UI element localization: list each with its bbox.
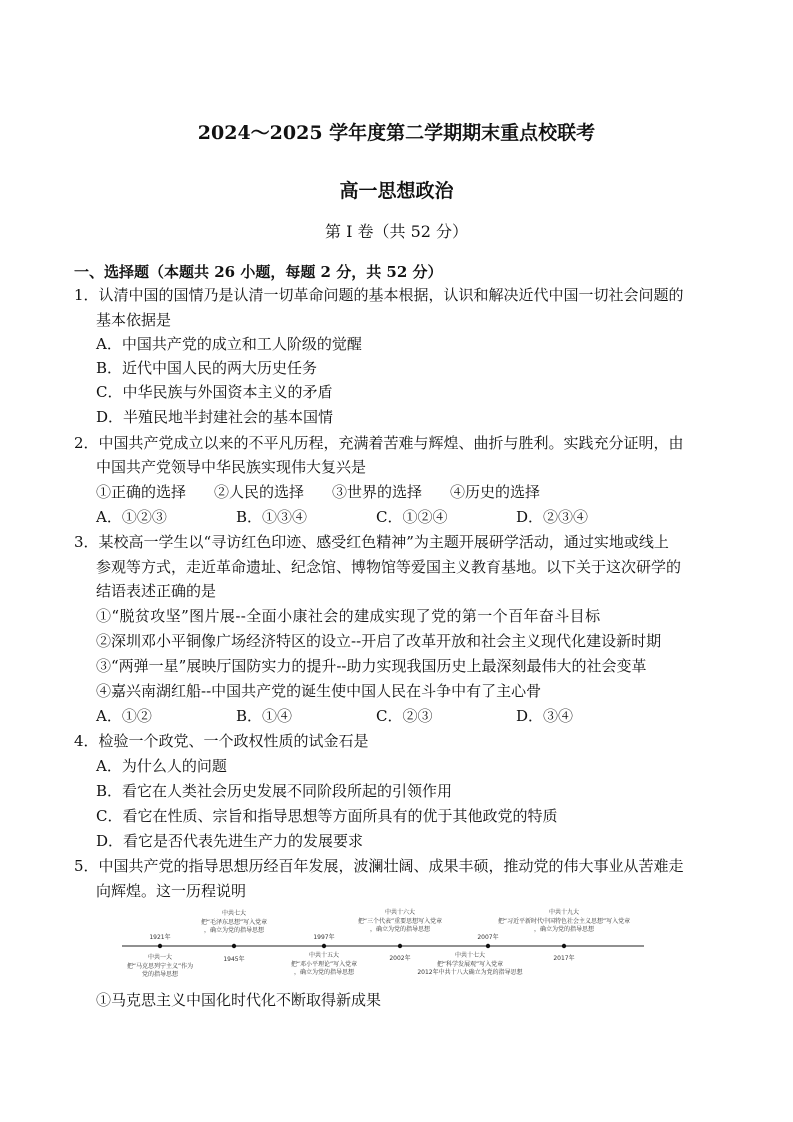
q1-option-d: D．半殖民地半封建社会的基本国情 xyxy=(96,408,334,426)
timeline-2017-title: 中共十九大 xyxy=(548,909,580,916)
timeline-dot-1945 xyxy=(232,944,236,948)
q3-options xyxy=(96,706,656,726)
q4-option-c: C．看它在性质、宗旨和指导思想等方面所具有的优于其他政党的特质 xyxy=(96,807,558,825)
timeline-2017-text2: ，确立为党的指导思想 xyxy=(533,926,595,933)
q1-stem-line1: 1．认清中国的国情乃是认清一切革命问题的基本根据，认识和解决近代中国一切社会问题的 xyxy=(74,286,684,304)
q5-stem-line1: 5．中国共产党的指导思想历经百年发展，波澜壮阔、成果丰硕，推动党的伟大事业从苦难走 xyxy=(74,857,684,875)
timeline-2007-text2: 2012年中共十八大确立为党的指导思想 xyxy=(417,969,523,976)
q3-option-d: D．③④ xyxy=(516,707,574,725)
timeline-dot-1921 xyxy=(158,944,162,948)
q3-statement-1: ①“脱贫攻坚”图片展--全面小康社会的建成实现了党的第一个百年奋斗目标 xyxy=(96,607,601,625)
q4-option-b: B．看它在人类社会历史发展不同阶段所起的引领作用 xyxy=(96,782,453,800)
q3-option-b: B．①④ xyxy=(236,707,293,725)
q2-stem-line1: 2．中国共产党成立以来的不平凡历程，充满着苦难与辉煌、曲折与胜利。实践充分证明，由 xyxy=(74,434,684,452)
q2-statement-1: ①正确的选择 xyxy=(96,483,187,501)
q5-stem-line2: 向辉煌。这一历程说明 xyxy=(96,882,247,900)
q3-statement-4: ④嘉兴南湖红船--中国共产党的诞生使中国人民在斗争中有了主心骨 xyxy=(96,682,542,700)
q2-options xyxy=(96,507,656,527)
part-title: 第 Ⅰ 卷（共 52 分） xyxy=(324,222,469,241)
q2-statements xyxy=(96,482,568,502)
q3-statement-3: ③“两弹一星”展映厅国防实力的提升--助力实现我国历史上最深刻最伟大的社会变革 xyxy=(96,657,647,675)
party-guiding-thought-timeline xyxy=(118,906,648,982)
timeline-year-1945: 1945年 xyxy=(223,956,245,963)
timeline-dot-2002 xyxy=(398,944,402,948)
timeline-1997-title: 中共十五大 xyxy=(308,952,340,959)
timeline-1921-text2: 党的指导思想 xyxy=(141,971,179,978)
q2-option-b: B．①③④ xyxy=(236,508,308,526)
q5-statement-1: ①马克思主义中国化时代化不断取得新成果 xyxy=(96,991,382,1009)
timeline-dot-1997 xyxy=(322,944,326,948)
q2-statement-2: ②人民的选择 xyxy=(214,483,305,501)
timeline-1945-title: 中共七大 xyxy=(221,910,247,917)
q4-option-d: D．看它是否代表先进生产力的发展要求 xyxy=(96,832,364,850)
timeline-year-2002: 2002年 xyxy=(389,955,411,962)
q2-option-c: C．①②④ xyxy=(376,508,448,526)
q2-option-d: D．②③④ xyxy=(516,508,589,526)
timeline-1945-text1: 把“毛泽东思想”写入党章 xyxy=(200,919,268,926)
q1-option-c: C．中华民族与外国资本主义的矛盾 xyxy=(96,383,333,401)
q2-statement-4: ④历史的选择 xyxy=(450,483,541,501)
q3-option-c: C．②③ xyxy=(376,707,433,725)
q1-option-a: A．中国共产党的成立和工人阶级的觉醒 xyxy=(96,335,362,353)
timeline-1997-text1: 把“邓小平理论”写入党章 xyxy=(290,961,358,968)
timeline-year-2007: 2007年 xyxy=(477,934,499,941)
timeline-year-1921: 1921年 xyxy=(149,934,171,941)
q3-statement-2: ②深圳邓小平铜像广场经济特区的设立--开启了改革开放和社会主义现代化建设新时期 xyxy=(96,632,662,650)
timeline-1921-title: 中共一大 xyxy=(147,954,173,961)
q3-stem-line2: 参观等方式，走近革命遗址、纪念馆、博物馆等爱国主义教育基地。以下关于这次研学的 xyxy=(96,558,682,576)
q1-stem-line2: 基本依据是 xyxy=(96,311,172,329)
q1-option-b: B．近代中国人民的两大历史任务 xyxy=(96,359,318,377)
q4-option-a: A．为什么人的问题 xyxy=(96,757,227,775)
q3-option-a: A．①② xyxy=(96,707,152,725)
q3-stem-line1: 3．某校高一学生以“寻访红色印迹、感受红色精神”为主题开展研学活动，通过实地或线上 xyxy=(74,533,669,551)
section-heading: 一、选择题（本题共 26 小题，每题 2 分，共 52 分） xyxy=(74,263,443,281)
q2-option-a: A．①②③ xyxy=(96,508,167,526)
timeline-2002-title: 中共十六大 xyxy=(384,909,416,916)
exam-title: 2024～2025 学年度第二学期期末重点校联考 xyxy=(197,122,596,144)
timeline-2017-text1: 把“习近平新时代中国特色社会主义思想”写入党章 xyxy=(497,918,631,925)
q2-stem-line2: 中国共产党领导中华民族实现伟大复兴是 xyxy=(96,458,367,476)
q3-stem-line3: 结语表述正确的是 xyxy=(96,582,217,600)
subject-title: 高一思想政治 xyxy=(339,180,454,202)
timeline-2002-text1: 把“三个代表”重要思想写入党章 xyxy=(357,918,443,925)
timeline-2002-text2: ，确立为党的指导思想 xyxy=(369,926,431,933)
timeline-year-2017: 2017年 xyxy=(553,955,575,962)
timeline-1945-text2: ，确立为党的指导思想 xyxy=(203,927,265,934)
timeline-year-1997: 1997年 xyxy=(313,934,335,941)
timeline-dot-2017 xyxy=(562,944,566,948)
timeline-2007-title: 中共十七大 xyxy=(454,952,486,959)
timeline-1921-text1: 把“马克思列宁主义”作为 xyxy=(126,963,194,970)
timeline-2007-text1: 把“科学发展观”写入党章 xyxy=(436,961,504,968)
q4-stem: 4．检验一个政党、一个政权性质的试金石是 xyxy=(74,732,369,750)
q2-statement-3: ③世界的选择 xyxy=(332,483,423,501)
timeline-1997-text2: ，确立为党的指导思想 xyxy=(293,969,355,976)
timeline-dot-2007 xyxy=(486,944,490,948)
